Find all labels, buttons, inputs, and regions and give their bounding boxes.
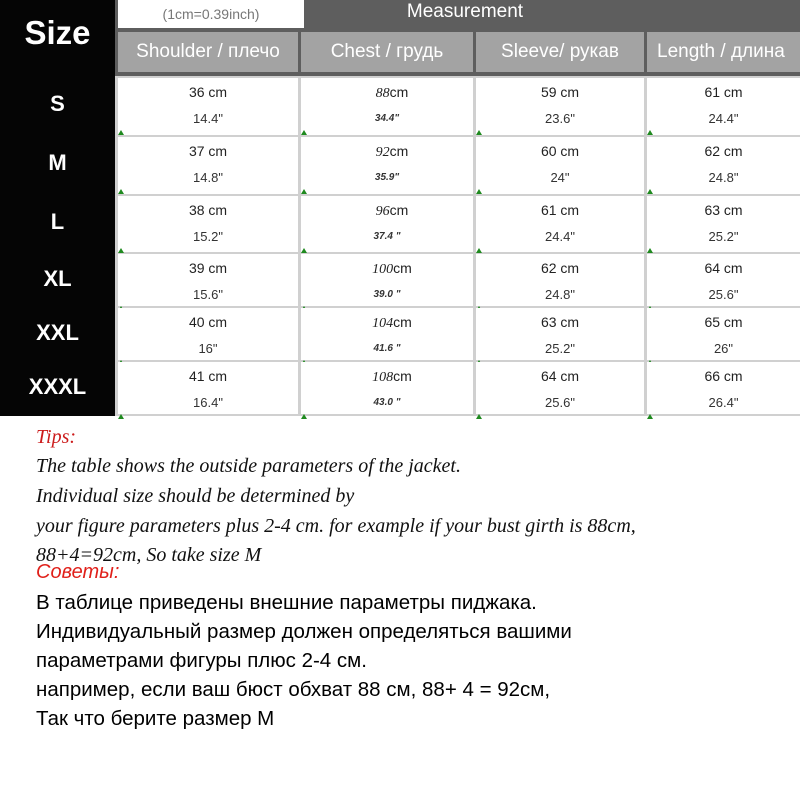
size-label: L — [50, 209, 65, 234]
tips-ru-line: Индивидуальный размер должен определяться вашими — [36, 620, 572, 643]
cell-shoulder — [118, 254, 298, 306]
tips-ru-line: В таблице приведены внешние параметры пиджака. — [36, 591, 537, 614]
tips-ru-line: параметрами фигуры плюс 2-4 см. — [36, 649, 367, 672]
cell-sleeve — [476, 196, 644, 252]
sleeve-inch-value: 25.6" — [545, 395, 575, 410]
sleeve-inch-value: 23.6" — [545, 111, 575, 126]
length-inch-value: 26.4" — [708, 395, 739, 410]
length-inch-value: 26" — [713, 341, 734, 356]
chest-cm-value — [301, 368, 473, 386]
cell-sleeve — [476, 308, 644, 360]
size-label: XL — [43, 266, 72, 291]
corner-tick-icon — [301, 414, 307, 419]
tips-ru-line: например, если ваш бюст обхват 88 см, 88+ 4 = 92см, — [36, 678, 551, 701]
length-cm-value: 62 cm — [704, 143, 743, 159]
shoulder-cm-value: 41 cm — [188, 368, 228, 384]
sleeve-cm-value: 59 cm — [540, 84, 580, 100]
corner-tick-icon — [476, 414, 482, 419]
chest-inch-value: 41.6 " — [373, 343, 401, 354]
size-label: M — [48, 150, 67, 175]
shoulder-inch-value: 15.6" — [193, 287, 223, 302]
chest-inch-value: 39.0 " — [373, 289, 401, 300]
measurement-title: Measurement — [406, 1, 524, 22]
length-inch-value: 25.6" — [708, 287, 739, 302]
chest-cm-unit: cm — [393, 368, 412, 384]
corner-tick-icon — [476, 130, 482, 135]
cell-chest — [301, 196, 473, 252]
sleeve-inch-value: 25.2" — [545, 341, 575, 356]
shoulder-inch-value: 14.8" — [193, 170, 223, 185]
col-header-shoulder: Shoulder / плечо — [118, 32, 298, 72]
sleeve-cm-value: 60 cm — [540, 143, 580, 159]
shoulder-inch-value: 15.2" — [193, 229, 223, 244]
shoulder-inch-value: 14.4" — [193, 111, 223, 126]
cell-chest — [301, 308, 473, 360]
shoulder-cm-value: 38 cm — [188, 202, 228, 218]
size-label: XXL — [36, 320, 79, 345]
cell-chest — [301, 137, 473, 194]
sleeve-inch-value: 24.4" — [545, 229, 575, 244]
chest-cm-value — [301, 84, 473, 102]
cell-length — [647, 78, 800, 135]
chest-cm-number: 108 — [372, 370, 394, 385]
tips-en-line: your figure parameters plus 2-4 cm. for example if your bust girth is 88cm, — [36, 515, 636, 537]
tips-en-line: Individual size should be determined by — [36, 485, 355, 507]
conversion-note: (1cm=0.39inch) — [118, 0, 304, 28]
cell-sleeve — [476, 362, 644, 414]
chest-cm-number: 88 — [375, 86, 390, 101]
chest-inch-value: 35.9" — [374, 172, 400, 183]
corner-tick-icon — [118, 248, 124, 253]
corner-tick-icon — [647, 130, 653, 135]
corner-tick-icon — [476, 189, 482, 194]
tips-title-en: Tips: — [36, 426, 77, 448]
cell-sleeve — [476, 78, 644, 135]
col-header-length: Length / длина — [647, 32, 800, 72]
cell-shoulder — [118, 196, 298, 252]
size-label: S — [50, 91, 65, 116]
corner-tick-icon — [118, 130, 124, 135]
shoulder-cm-value: 37 cm — [188, 143, 228, 159]
size-heading: Size — [24, 14, 91, 51]
cell-chest — [301, 78, 473, 135]
cell-shoulder — [118, 362, 298, 414]
sleeve-cm-value: 62 cm — [540, 260, 580, 276]
chest-cm-unit: cm — [393, 314, 412, 330]
corner-tick-icon — [647, 414, 653, 419]
chest-cm-value — [301, 143, 473, 161]
cell-shoulder — [118, 308, 298, 360]
chest-cm-number: 100 — [372, 262, 394, 277]
chest-cm-number: 92 — [375, 145, 390, 160]
cell-chest — [301, 362, 473, 414]
cell-shoulder — [118, 137, 298, 194]
chest-cm-unit: cm — [389, 84, 409, 100]
cell-sleeve — [476, 137, 644, 194]
corner-tick-icon — [301, 189, 307, 194]
col-header-sleeve: Sleeve/ рукав — [476, 32, 644, 72]
chest-inch-value: 34.4" — [374, 113, 400, 124]
cell-shoulder — [118, 78, 298, 135]
shoulder-cm-value: 36 cm — [188, 84, 228, 100]
length-cm-value: 66 cm — [704, 368, 743, 384]
length-cm-value: 63 cm — [704, 202, 743, 218]
chest-cm-number: 96 — [375, 204, 390, 219]
cell-chest — [301, 254, 473, 306]
chest-cm-unit: cm — [389, 143, 409, 159]
shoulder-cm-value: 40 cm — [188, 314, 228, 330]
tips-title-ru: Советы: — [36, 561, 120, 583]
length-inch-value: 24.8" — [708, 170, 739, 185]
tips-en-line: The table shows the outside parameters of the jacket. — [36, 455, 461, 477]
cell-sleeve — [476, 254, 644, 306]
cell-length — [647, 196, 800, 252]
cell-length — [647, 362, 800, 414]
length-cm-value: 64 cm — [704, 260, 743, 276]
cell-length — [647, 308, 800, 360]
shoulder-cm-value: 39 cm — [188, 260, 228, 276]
cell-length — [647, 254, 800, 306]
chest-cm-unit: cm — [389, 202, 409, 218]
tips-en-line: 88+4=92cm, So take size M — [36, 544, 262, 566]
tips-ru-line: Так что берите размер M — [36, 707, 275, 730]
corner-tick-icon — [301, 248, 307, 253]
length-cm-value: 61 cm — [704, 84, 743, 100]
sleeve-inch-value: 24.8" — [545, 287, 575, 302]
sleeve-cm-value: 64 cm — [540, 368, 580, 384]
corner-tick-icon — [118, 189, 124, 194]
corner-tick-icon — [118, 414, 124, 419]
length-cm-value: 65 cm — [704, 314, 743, 330]
sleeve-cm-value: 61 cm — [540, 202, 580, 218]
length-inch-value: 24.4" — [708, 111, 739, 126]
shoulder-inch-value: 16.4" — [193, 395, 223, 410]
sleeve-cm-value: 63 cm — [540, 314, 580, 330]
cell-length — [647, 137, 800, 194]
chest-cm-value — [301, 202, 473, 220]
chest-cm-number: 104 — [372, 316, 394, 331]
chest-cm-unit: cm — [393, 260, 412, 276]
col-header-chest: Chest / грудь — [301, 32, 473, 72]
corner-tick-icon — [647, 189, 653, 194]
size-label: XXXL — [28, 374, 87, 399]
corner-tick-icon — [476, 248, 482, 253]
size-column — [0, 0, 115, 416]
corner-tick-icon — [647, 248, 653, 253]
length-inch-value: 25.2" — [708, 229, 739, 244]
chest-cm-value — [301, 260, 473, 278]
sleeve-inch-value: 24" — [550, 170, 570, 185]
chest-inch-value: 43.0 " — [373, 397, 401, 408]
shoulder-inch-value: 16" — [198, 341, 218, 356]
corner-tick-icon — [301, 130, 307, 135]
chest-inch-value: 37.4 " — [373, 231, 401, 242]
chest-cm-value — [301, 314, 473, 332]
